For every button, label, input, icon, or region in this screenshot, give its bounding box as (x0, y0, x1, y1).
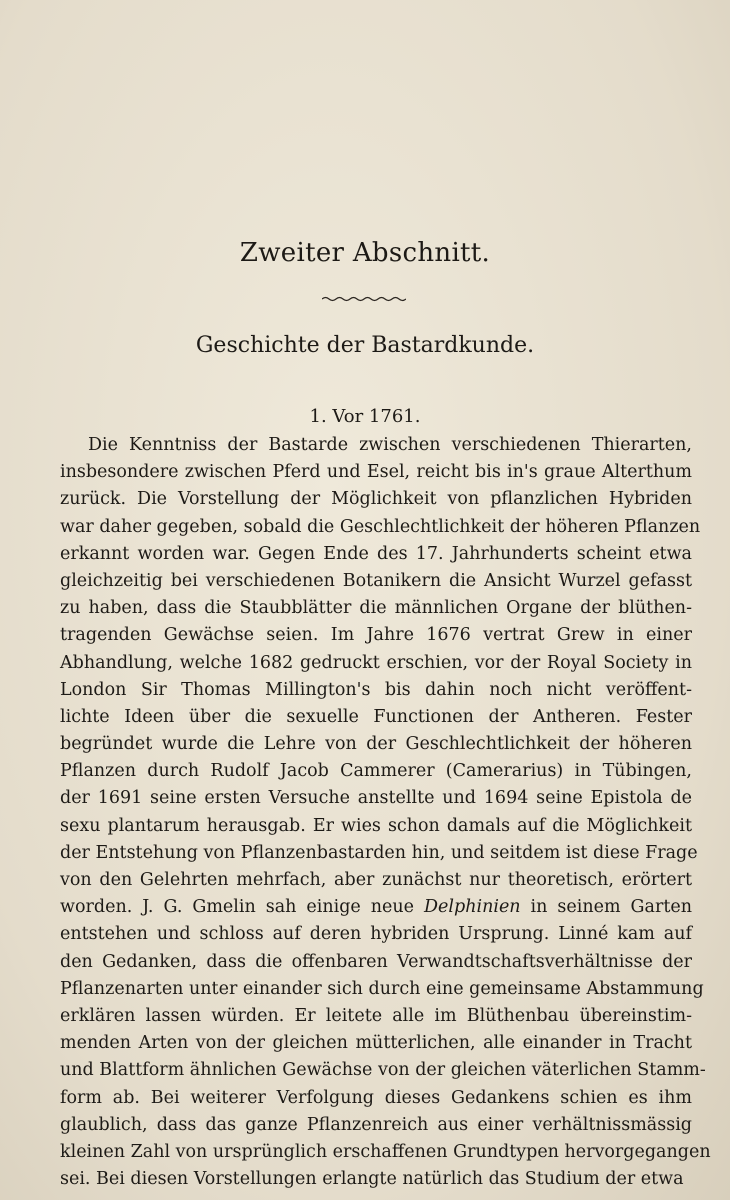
text-line: Pflanzenarten unter einander sich durch eine gemeinsame Abstammung (60, 978, 704, 999)
body-paragraph (60, 432, 711, 1193)
text-line: sei. Bei diesen Vorstellungen erlangte natürlich das Studium der etwa (60, 1169, 684, 1190)
text-line: menden Arten von der gleichen mütterlichen, alle einander in Tracht (60, 1033, 692, 1054)
text-line: der Entstehung von Pflanzenbastarden hin, und seitdem ist diese Frage (60, 842, 698, 863)
text-line: von den Gelehrten mehrfach, aber zunächst nur theoretisch, erörtert (60, 870, 692, 890)
text-line: glaublich, dass das ganze Pflanzenreich aus einer verhältnissmässig (60, 1114, 692, 1135)
text-line: insbesondere zwischen Pferd und Esel, reicht bis in's graue Alterthum (60, 462, 692, 483)
text-line: der 1691 seine ersten Versuche anstellte und 1694 seine Epistola de (60, 788, 692, 809)
text-line: begründet wurde die Lehre von der Geschlechtlichkeit der höheren (60, 734, 692, 755)
ornamental-divider (322, 296, 406, 302)
sub-heading: 1. Vor 1761. (309, 406, 421, 427)
text-line: London Sir Thomas Millington's bis dahin noch nicht veröffent- (60, 679, 692, 700)
text-line: entstehen und schloss auf deren hybriden Ursprung. Linné kam auf (60, 924, 692, 945)
text-line: Die Kenntniss der Bastarde zwischen verschiedenen Thierarten, (88, 435, 692, 455)
text-line: zurück. Die Vorstellung der Möglichkeit von pflanzlichen Hybriden (60, 489, 692, 510)
chapter-heading: Geschichte der Bastardkunde. (195, 333, 535, 358)
text-line: gleichzeitig bei verschiedenen Botanikern die Ansicht Wurzel gefasst (60, 570, 692, 591)
text-line: tragenden Gewächse seien. Im Jahre 1676 vertrat Grew in einer (60, 625, 692, 646)
text-line: form ab. Bei weiterer Verfolgung dieses Gedankens schien es ihm (60, 1087, 692, 1108)
text-line: kleinen Zahl von ursprünglich erschaffenen Grundtypen hervorgegangen (60, 1141, 711, 1162)
text-line: worden. J. G. Gmelin sah einige neue Delphinien in seinem Garten (60, 897, 692, 918)
text-line: erkannt worden war. Gegen Ende des 17. Jahrhunderts scheint etwa (60, 543, 692, 564)
text-line: erklären lassen würden. Er leitete alle im Blüthenbau übereinstim- (60, 1005, 692, 1026)
text-line: und Blattform ähnlichen Gewächse von der gleichen väterlichen Stamm- (60, 1060, 706, 1081)
text-line: Abhandlung, welche 1682 gedruckt erschien, vor der Royal Society in (60, 652, 692, 673)
text-line: zu haben, dass die Staubblätter die männlichen Organe der blüthen- (60, 598, 692, 619)
text-line: lichte Ideen über die sexuelle Functionen der Antheren. Fester (60, 706, 692, 727)
text-line: Pflanzen durch Rudolf Jacob Cammerer (Camerarius) in Tübingen, (60, 761, 692, 782)
text-line: war daher gegeben, sobald die Geschlechtlichkeit der höheren Pflanzen (60, 516, 701, 537)
section-heading: Zweiter Abschnitt. (239, 238, 491, 268)
text-line: den Gedanken, dass die offenbaren Verwandtschaftsverhältnisse der (60, 951, 692, 972)
italic-term: Delphinien (424, 897, 521, 918)
text-line: sexu plantarum herausgab. Er wies schon damals auf die Möglichkeit (60, 815, 692, 836)
